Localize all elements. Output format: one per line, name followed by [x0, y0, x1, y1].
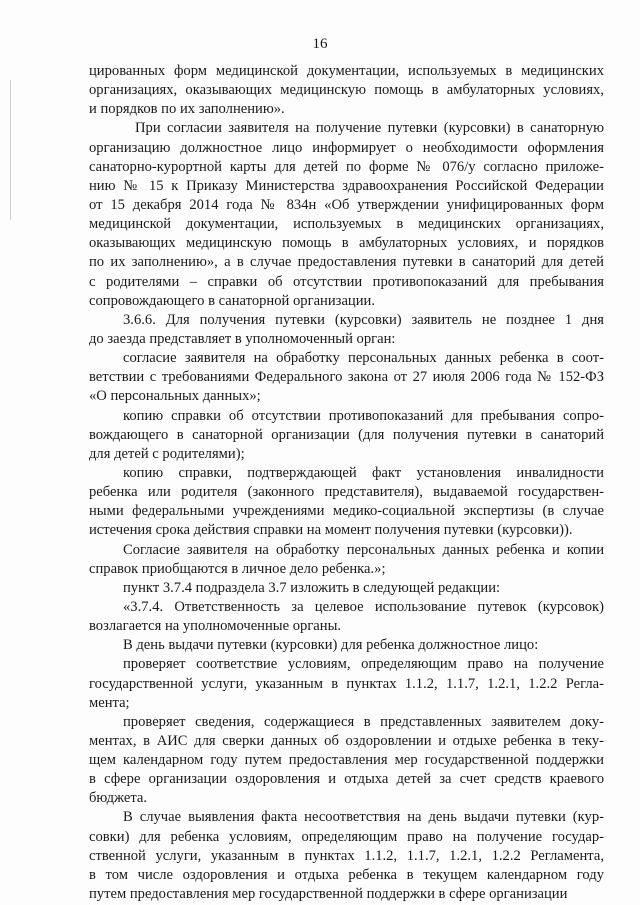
text-line: ребенка или родителя (законного представителя), выдаваемой государствен- — [89, 484, 604, 501]
text-line: В день выдачи путевки (курсовки) для ребенка должностное лицо: — [123, 637, 539, 654]
text-line: до заезда представляет в уполномоченный орган: — [89, 330, 396, 347]
text-line: истечения срока действия справки на момент получения путевки (курсовки)). — [89, 522, 573, 539]
text-line: путем предоставления мер государственной поддержки в сфере организации — [89, 886, 568, 903]
text-line: государственной услуги, указанным в пунктах 1.1.2, 1.1.7, 1.2.1, 1.2.2 Регла- — [89, 675, 604, 692]
text-line: ветствии с требованиями Федерального закона от 27 июля 2006 года № 152-ФЗ — [89, 369, 604, 386]
paragraph — [89, 62, 604, 119]
text-line: ственной услуги, указанным в пунктах 1.1.2, 1.1.7, 1.2.1, 1.2.2 Регламента, — [89, 847, 604, 864]
paragraph — [89, 407, 604, 464]
text-line: 3.6.6. Для получения путевки (курсовки) заявитель не позднее 1 дня — [123, 311, 604, 328]
text-line: по их заполнению», а в случае предоставления путевки в санаторий для детей — [89, 254, 604, 271]
text-line: пункт 3.7.4 подраздела 3.7 изложить в следующей редакции: — [123, 579, 501, 596]
paragraph — [89, 311, 604, 349]
paragraph — [89, 808, 604, 904]
text-line: согласие заявителя на обработку персональных данных ребенка в соот- — [123, 350, 604, 367]
text-line: цированных форм медицинской документации, используемых в медицинских — [89, 63, 604, 79]
text-line: справок приобщаются в личное дело ребенка.»; — [89, 560, 386, 577]
text-line: организацию должностное лицо информирует о необходимости оформления — [89, 139, 604, 156]
page-number: 16 — [312, 36, 328, 52]
text-line: копию справки об отсутствии противопоказаний для пребывания сопро- — [123, 407, 604, 424]
paragraph — [89, 598, 604, 636]
text-line: оказывающих медицинскую помощь в амбулаторных условиях, и порядков — [89, 235, 604, 252]
text-line: для детей с родителями); — [89, 445, 245, 462]
text-line: сопровождающего в санаторной организации. — [89, 292, 375, 309]
text-line: При согласии заявителя на получение путевки (курсовки) в санаторную — [135, 120, 604, 137]
paragraph — [89, 636, 604, 655]
text-line: мента; — [89, 694, 130, 711]
text-line: санаторно-курортной карты для детей по форме № 076/у согласно приложе- — [89, 158, 604, 175]
paragraph — [89, 464, 604, 541]
text-line: нию № 15 к Приказу Министерства здравоохранения Российской Федерации — [89, 177, 604, 194]
scan-margin-mark — [10, 80, 11, 220]
text-line: «О персональных данных»; — [89, 388, 261, 405]
text-line: возлагается на уполномоченные органы. — [89, 618, 342, 635]
text-line: Согласие заявителя на обработку персональных данных ребенка и копии — [123, 541, 604, 558]
text-line: и порядков по их заполнению». — [89, 101, 285, 118]
text-line: копию справки, подтверждающей факт установления инвалидности — [123, 464, 604, 481]
text-line: проверяет соответствие условиям, определяющим право на получение — [123, 656, 604, 673]
text-line: «3.7.4. Ответственность за целевое использование путевок (курсовок) — [123, 598, 604, 615]
text-line: совки) для ребенка условиям, определяющим право на получение государ- — [89, 828, 604, 845]
text-line: ными федеральными учреждениями медико-социальной экспертизы (в случае — [89, 503, 604, 520]
paragraph — [89, 655, 604, 712]
text-line: бюджета. — [89, 790, 148, 807]
paragraph — [89, 579, 604, 598]
text-line: медицинской документации, используемых в медицинских организациях, — [89, 216, 604, 233]
text-line: организациях, оказывающих медицинскую помощь в амбулаторных условиях, — [89, 82, 604, 99]
paragraph — [89, 119, 604, 310]
text-line: от 15 декабря 2014 года № 834н «Об утверждении унифицированных форм — [89, 196, 604, 213]
paragraph — [89, 713, 604, 809]
text-line: В случае выявления факта несоответствия на день выдачи путевки (кур- — [123, 809, 604, 826]
paragraph — [89, 541, 604, 579]
document-body — [89, 62, 604, 904]
text-line: в сфере организации оздоровления и отдыха детей за счет средств краевого — [89, 771, 604, 788]
text-line: вождающего в санаторной организации (для получения путевки в санаторий — [89, 426, 604, 443]
text-line: в том числе оздоровления и отдыха ребенка в текущем календарном году — [89, 866, 604, 883]
text-line: проверяет сведения, содержащиеся в представленных заявителем доку- — [123, 713, 604, 730]
paragraph — [89, 349, 604, 406]
text-line: с родителями – справки об отсутствии противопоказаний для пребывания — [89, 273, 604, 290]
text-line: щем календарном году путем предоставления мер государственной поддержки — [89, 752, 604, 769]
text-line: ментах, в АИС для сверки данных об оздоровлении и отдыхе ребенка в теку- — [89, 732, 604, 749]
